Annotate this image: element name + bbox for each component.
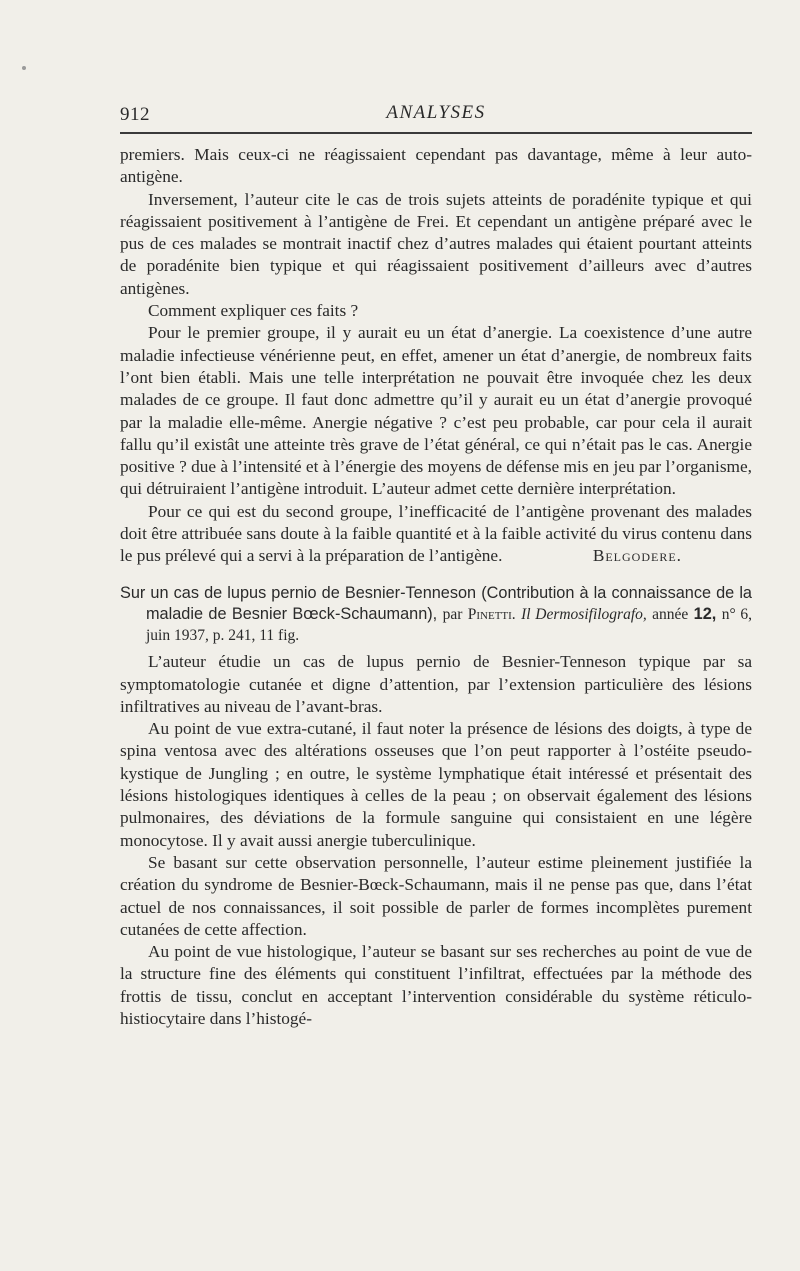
paragraph: Inversement, l’auteur cite le cas de trois sujets atteints de poradénite typique et qui réagissaient positivement à l’antigène de Frei. Et cependant un antigène préparé avec le pus de ces malades se montrait inactif chez d’autres malades qui étaient pourtant atteints de poradénite bien typique et qui réagissaient positivement d’ailleurs avec d’autres antigènes. bbox=[120, 189, 752, 298]
article-title: Sur un cas de lupus pernio de Besnier-Tenneson (Contribution à la connaissance de la maladie de Besnier Bœck-Schaumann), bbox=[120, 583, 752, 623]
paragraph-text: Pour ce qui est du second groupe, l’inefficacité de l’antigène provenant des malades doit être attribuée sans doute à la faible quantité et à la faible activité du virus contenu dans le pus prélevé qui a servi à la préparation de l’antigène. bbox=[120, 501, 752, 566]
author-name: Pinetti. bbox=[467, 605, 516, 623]
signature: Belgodere. bbox=[592, 546, 682, 566]
journal-name: Il Dermosifilografo, bbox=[521, 605, 647, 623]
article-heading bbox=[120, 583, 752, 647]
paragraph: premiers. Mais ceux-ci ne réagissaient cependant pas davantage, même à leur auto-antigène. bbox=[120, 145, 752, 187]
running-title: ANALYSES bbox=[386, 102, 486, 123]
page-body bbox=[120, 144, 752, 1030]
header-rule bbox=[120, 132, 752, 134]
volume-number: 12, bbox=[693, 604, 717, 623]
paragraph: Se basant sur cette observation personnelle, l’auteur estime pleinement justifiée la création du syndrome de Besnier-Bœck-Schaumann, mais il ne pense pas que, dans l’état actuel de nos connaissances, il soit possible de parler de formes incomplètes purement cutanées de cette affection. bbox=[120, 852, 752, 939]
paragraph: Au point de vue extra-cutané, il faut noter la présence de lésions des doigts, à type de spina ventosa avec des altérations osseuses que l’on peut rapporter à l’ostéite pseudo-kystique de Jungling ; en outre, le système lymphatique était intéressé et présentait des lésions histologiques identiques à celles de la peau ; on observait également des lésions pulmonaires, des déviations de la formule sanguine qui consistaient en une légère monocytose. Il y avait aussi anergie tuberculinique. bbox=[120, 719, 752, 850]
page-number: 912 bbox=[120, 104, 150, 125]
year-label: année bbox=[652, 605, 689, 623]
paragraph: Comment expliquer ces faits ? bbox=[148, 301, 359, 321]
paragraph: Au point de vue histologique, l’auteur se basant sur ses recherches au point de vue de la structure fine des éléments qui constituent l’infiltrat, effectuées par la méthode des frottis de tissu, conclut en acceptant l’intervention considérable du système réticulo-histiocytaire dans l’histogé- bbox=[120, 942, 752, 1028]
byline-par: par bbox=[442, 605, 463, 623]
paragraph bbox=[120, 501, 752, 568]
paragraph: Pour le premier groupe, il y aurait eu un état d’anergie. La coexistence d’une autre maladie infectieuse vénérienne peut, en effet, amener un état d’anergie, de nombreux faits l’ont bien établi. Mais une telle interprétation ne pouvait être invoquée chez les deux malades de ce groupe. Il faut donc admettre qu’il y aurait eu un état d’anergie provoqué par la maladie elle-même. Anergie négative ? c’est peu probable, car pour cela il aurait fallu qu’il existât une atteinte très grave de l’état général, ce qui n’était pas le cas. Anergie positive ? due à l’intensité et à l’énergie des moyens de défense mis en jeu par l’organisme, qui détruiraient l’antigène introduit. L’auteur admet cette dernière interprétation. bbox=[120, 323, 752, 499]
page-header bbox=[120, 100, 752, 130]
citation-details: n° 6, juin 1937, p. 241, 11 fig. bbox=[146, 605, 752, 645]
paragraph: L’auteur étudie un cas de lupus pernio de Besnier-Tenneson typique par sa symptomatologie cutanée et digne d’attention, par l’extension particulière des lésions infiltratives au niveau de l’avant-bras. bbox=[120, 652, 752, 716]
speck-mark bbox=[22, 66, 26, 70]
